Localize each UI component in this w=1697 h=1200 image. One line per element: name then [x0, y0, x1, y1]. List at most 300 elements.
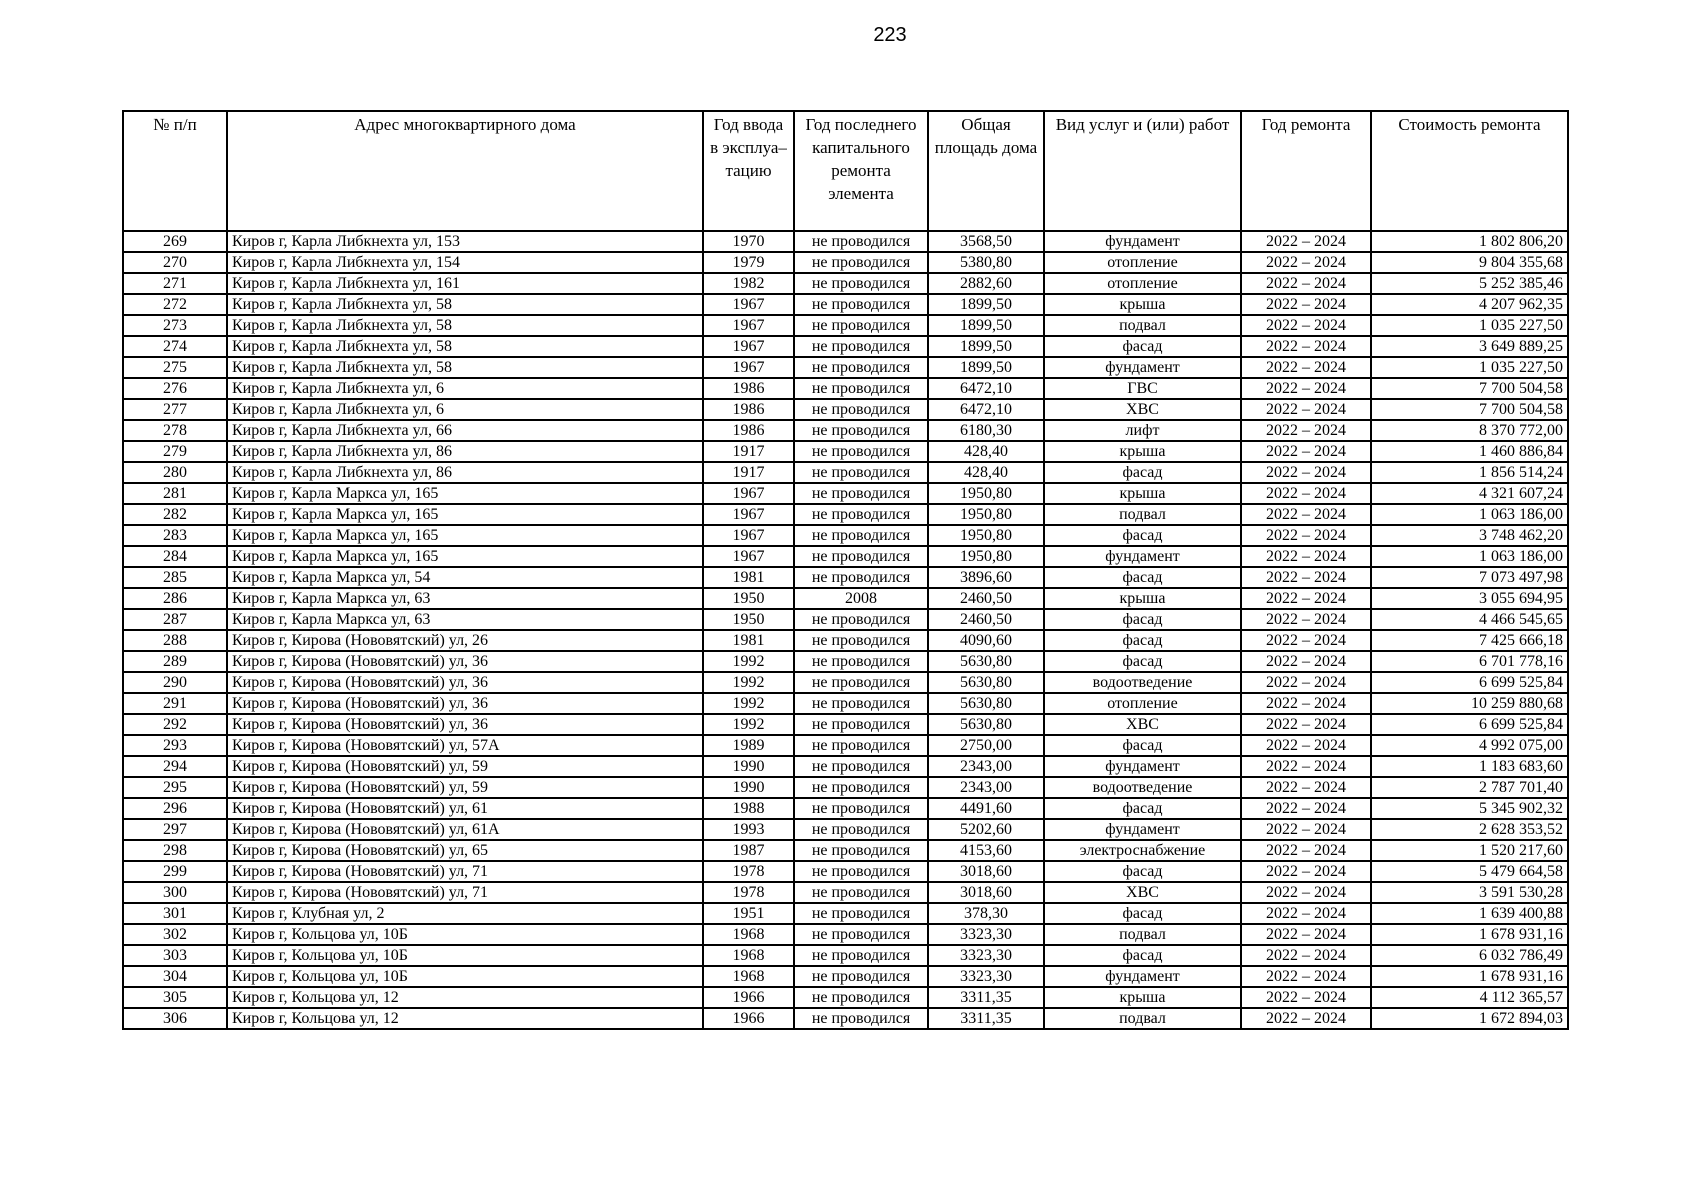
repair-year-cell: 2022 – 2024	[1241, 609, 1371, 630]
total-area-cell: 1899,50	[928, 315, 1044, 336]
total-area-cell: 2882,60	[928, 273, 1044, 294]
work-type-cell: ХВС	[1044, 714, 1241, 735]
total-area-cell: 5630,80	[928, 714, 1044, 735]
commission-year-cell: 1967	[703, 315, 794, 336]
repair-register-table	[122, 110, 1569, 1030]
commission-year-cell: 1993	[703, 819, 794, 840]
header-repair-year: Год ремонта	[1241, 111, 1371, 231]
address-cell: Киров г, Карла Либкнехта ул, 6	[227, 399, 703, 420]
repair-cost-cell: 1 678 931,16	[1371, 966, 1568, 987]
address-cell: Киров г, Карла Либкнехта ул, 58	[227, 357, 703, 378]
table-row	[123, 924, 1568, 945]
row-number-cell: 273	[123, 315, 227, 336]
repair-year-cell: 2022 – 2024	[1241, 798, 1371, 819]
total-area-cell: 378,30	[928, 903, 1044, 924]
last-repair-year-cell: не проводился	[794, 1008, 928, 1029]
address-cell: Киров г, Клубная ул, 2	[227, 903, 703, 924]
row-number-cell: 290	[123, 672, 227, 693]
last-repair-year-cell: не проводился	[794, 315, 928, 336]
address-cell: Киров г, Карла Либкнехта ул, 161	[227, 273, 703, 294]
repair-year-cell: 2022 – 2024	[1241, 693, 1371, 714]
row-number-cell: 279	[123, 441, 227, 462]
commission-year-cell: 1967	[703, 525, 794, 546]
address-cell: Киров г, Карла Либкнехта ул, 58	[227, 336, 703, 357]
commission-year-cell: 1989	[703, 735, 794, 756]
table-row	[123, 693, 1568, 714]
total-area-cell: 3018,60	[928, 861, 1044, 882]
address-cell: Киров г, Кольцова ул, 10Б	[227, 945, 703, 966]
total-area-cell: 5202,60	[928, 819, 1044, 840]
row-number-cell: 306	[123, 1008, 227, 1029]
work-type-cell: фундамент	[1044, 357, 1241, 378]
work-type-cell: фасад	[1044, 903, 1241, 924]
work-type-cell: ХВС	[1044, 399, 1241, 420]
last-repair-year-cell: не проводился	[794, 693, 928, 714]
commission-year-cell: 1917	[703, 441, 794, 462]
commission-year-cell: 1992	[703, 651, 794, 672]
last-repair-year-cell: не проводился	[794, 273, 928, 294]
row-number-cell: 272	[123, 294, 227, 315]
address-cell: Киров г, Кирова (Нововятский) ул, 71	[227, 861, 703, 882]
total-area-cell: 2343,00	[928, 777, 1044, 798]
address-cell: Киров г, Кирова (Нововятский) ул, 65	[227, 840, 703, 861]
address-cell: Киров г, Карла Либкнехта ул, 153	[227, 231, 703, 252]
last-repair-year-cell: не проводился	[794, 882, 928, 903]
table-row	[123, 504, 1568, 525]
repair-cost-cell: 2 628 353,52	[1371, 819, 1568, 840]
repair-cost-cell: 9 804 355,68	[1371, 252, 1568, 273]
work-type-cell: фасад	[1044, 462, 1241, 483]
repair-cost-cell: 5 479 664,58	[1371, 861, 1568, 882]
address-cell: Киров г, Кольцова ул, 12	[227, 1008, 703, 1029]
row-number-cell: 298	[123, 840, 227, 861]
last-repair-year-cell: не проводился	[794, 567, 928, 588]
table-row	[123, 567, 1568, 588]
repair-year-cell: 2022 – 2024	[1241, 903, 1371, 924]
table-row	[123, 609, 1568, 630]
row-number-cell: 291	[123, 693, 227, 714]
row-number-cell: 277	[123, 399, 227, 420]
repair-year-cell: 2022 – 2024	[1241, 315, 1371, 336]
table-row	[123, 819, 1568, 840]
row-number-cell: 285	[123, 567, 227, 588]
last-repair-year-cell: не проводился	[794, 399, 928, 420]
repair-cost-cell: 3 055 694,95	[1371, 588, 1568, 609]
total-area-cell: 6472,10	[928, 378, 1044, 399]
row-number-cell: 284	[123, 546, 227, 567]
address-cell: Киров г, Кирова (Нововятский) ул, 36	[227, 693, 703, 714]
total-area-cell: 3311,35	[928, 987, 1044, 1008]
table-row	[123, 798, 1568, 819]
repair-cost-cell: 2 787 701,40	[1371, 777, 1568, 798]
repair-cost-cell: 5 345 902,32	[1371, 798, 1568, 819]
table-row	[123, 588, 1568, 609]
table-row	[123, 672, 1568, 693]
repair-cost-cell: 4 466 545,65	[1371, 609, 1568, 630]
commission-year-cell: 1917	[703, 462, 794, 483]
commission-year-cell: 1967	[703, 483, 794, 504]
row-number-cell: 283	[123, 525, 227, 546]
total-area-cell: 3323,30	[928, 945, 1044, 966]
row-number-cell: 280	[123, 462, 227, 483]
table-row	[123, 357, 1568, 378]
repair-year-cell: 2022 – 2024	[1241, 462, 1371, 483]
commission-year-cell: 1951	[703, 903, 794, 924]
commission-year-cell: 1967	[703, 546, 794, 567]
table-row	[123, 294, 1568, 315]
table-row	[123, 378, 1568, 399]
commission-year-cell: 1978	[703, 882, 794, 903]
address-cell: Киров г, Кольцова ул, 10Б	[227, 924, 703, 945]
total-area-cell: 6180,30	[928, 420, 1044, 441]
work-type-cell: фасад	[1044, 945, 1241, 966]
address-cell: Киров г, Кольцова ул, 12	[227, 987, 703, 1008]
repair-year-cell: 2022 – 2024	[1241, 525, 1371, 546]
repair-year-cell: 2022 – 2024	[1241, 651, 1371, 672]
work-type-cell: ХВС	[1044, 882, 1241, 903]
work-type-cell: фасад	[1044, 525, 1241, 546]
header-work-type: Вид услуг и (или) работ	[1044, 111, 1241, 231]
repair-year-cell: 2022 – 2024	[1241, 714, 1371, 735]
repair-year-cell: 2022 – 2024	[1241, 441, 1371, 462]
repair-year-cell: 2022 – 2024	[1241, 483, 1371, 504]
repair-cost-cell: 1 063 186,00	[1371, 504, 1568, 525]
total-area-cell: 428,40	[928, 462, 1044, 483]
header-last-repair-year: Год последнего капитального ремонта элемента	[794, 111, 928, 231]
row-number-cell: 304	[123, 966, 227, 987]
address-cell: Киров г, Кирова (Нововятский) ул, 59	[227, 777, 703, 798]
header-address: Адрес многоквартирного дома	[227, 111, 703, 231]
repair-cost-cell: 1 856 514,24	[1371, 462, 1568, 483]
commission-year-cell: 1970	[703, 231, 794, 252]
total-area-cell: 3311,35	[928, 1008, 1044, 1029]
repair-cost-cell: 3 591 530,28	[1371, 882, 1568, 903]
row-number-cell: 299	[123, 861, 227, 882]
commission-year-cell: 1986	[703, 399, 794, 420]
address-cell: Киров г, Карла Либкнехта ул, 154	[227, 252, 703, 273]
commission-year-cell: 1981	[703, 630, 794, 651]
table-row	[123, 462, 1568, 483]
work-type-cell: водоотведение	[1044, 672, 1241, 693]
last-repair-year-cell: не проводился	[794, 819, 928, 840]
last-repair-year-cell: не проводился	[794, 336, 928, 357]
repair-year-cell: 2022 – 2024	[1241, 966, 1371, 987]
work-type-cell: лифт	[1044, 420, 1241, 441]
row-number-cell: 303	[123, 945, 227, 966]
total-area-cell: 5630,80	[928, 672, 1044, 693]
row-number-cell: 301	[123, 903, 227, 924]
address-cell: Киров г, Карла Либкнехта ул, 58	[227, 315, 703, 336]
repair-cost-cell: 1 183 683,60	[1371, 756, 1568, 777]
row-number-cell: 286	[123, 588, 227, 609]
repair-year-cell: 2022 – 2024	[1241, 987, 1371, 1008]
total-area-cell: 4090,60	[928, 630, 1044, 651]
repair-year-cell: 2022 – 2024	[1241, 777, 1371, 798]
table-row	[123, 735, 1568, 756]
last-repair-year-cell: не проводился	[794, 945, 928, 966]
last-repair-year-cell: не проводился	[794, 987, 928, 1008]
last-repair-year-cell: не проводился	[794, 441, 928, 462]
work-type-cell: водоотведение	[1044, 777, 1241, 798]
work-type-cell: подвал	[1044, 924, 1241, 945]
address-cell: Киров г, Карла Маркса ул, 165	[227, 504, 703, 525]
table-row	[123, 882, 1568, 903]
repair-year-cell: 2022 – 2024	[1241, 588, 1371, 609]
repair-year-cell: 2022 – 2024	[1241, 630, 1371, 651]
last-repair-year-cell: не проводился	[794, 231, 928, 252]
header-commission-year: Год ввода в эксплуа–тацию	[703, 111, 794, 231]
total-area-cell: 4153,60	[928, 840, 1044, 861]
table-row	[123, 315, 1568, 336]
commission-year-cell: 1978	[703, 861, 794, 882]
repair-year-cell: 2022 – 2024	[1241, 672, 1371, 693]
work-type-cell: подвал	[1044, 504, 1241, 525]
table-row	[123, 630, 1568, 651]
row-number-cell: 293	[123, 735, 227, 756]
total-area-cell: 2460,50	[928, 588, 1044, 609]
address-cell: Киров г, Кирова (Нововятский) ул, 36	[227, 672, 703, 693]
address-cell: Киров г, Кирова (Нововятский) ул, 36	[227, 651, 703, 672]
repair-cost-cell: 4 112 365,57	[1371, 987, 1568, 1008]
total-area-cell: 5380,80	[928, 252, 1044, 273]
repair-year-cell: 2022 – 2024	[1241, 840, 1371, 861]
repair-cost-cell: 8 370 772,00	[1371, 420, 1568, 441]
work-type-cell: ГВС	[1044, 378, 1241, 399]
row-number-cell: 275	[123, 357, 227, 378]
work-type-cell: фасад	[1044, 336, 1241, 357]
row-number-cell: 305	[123, 987, 227, 1008]
work-type-cell: отопление	[1044, 693, 1241, 714]
last-repair-year-cell: не проводился	[794, 924, 928, 945]
repair-cost-cell: 1 460 886,84	[1371, 441, 1568, 462]
repair-year-cell: 2022 – 2024	[1241, 336, 1371, 357]
last-repair-year-cell: не проводился	[794, 420, 928, 441]
commission-year-cell: 1966	[703, 1008, 794, 1029]
table-row	[123, 1008, 1568, 1029]
commission-year-cell: 1950	[703, 609, 794, 630]
table-row	[123, 546, 1568, 567]
last-repair-year-cell: не проводился	[794, 966, 928, 987]
repair-cost-cell: 6 701 778,16	[1371, 651, 1568, 672]
repair-cost-cell: 7 700 504,58	[1371, 399, 1568, 420]
total-area-cell: 2460,50	[928, 609, 1044, 630]
commission-year-cell: 1986	[703, 420, 794, 441]
repair-year-cell: 2022 – 2024	[1241, 546, 1371, 567]
address-cell: Киров г, Карла Маркса ул, 165	[227, 525, 703, 546]
last-repair-year-cell: не проводился	[794, 798, 928, 819]
commission-year-cell: 1967	[703, 357, 794, 378]
last-repair-year-cell: не проводился	[794, 777, 928, 798]
repair-year-cell: 2022 – 2024	[1241, 357, 1371, 378]
total-area-cell: 3896,60	[928, 567, 1044, 588]
last-repair-year-cell: не проводился	[794, 483, 928, 504]
repair-cost-cell: 1 802 806,20	[1371, 231, 1568, 252]
table-row	[123, 399, 1568, 420]
commission-year-cell: 1967	[703, 504, 794, 525]
work-type-cell: фасад	[1044, 630, 1241, 651]
repair-year-cell: 2022 – 2024	[1241, 735, 1371, 756]
total-area-cell: 5630,80	[928, 693, 1044, 714]
total-area-cell: 1950,80	[928, 546, 1044, 567]
repair-cost-cell: 4 321 607,24	[1371, 483, 1568, 504]
commission-year-cell: 1990	[703, 777, 794, 798]
header-repair-cost: Стоимость ремонта	[1371, 111, 1568, 231]
repair-cost-cell: 7 700 504,58	[1371, 378, 1568, 399]
table-row	[123, 231, 1568, 252]
address-cell: Киров г, Кирова (Нововятский) ул, 36	[227, 714, 703, 735]
repair-cost-cell: 1 678 931,16	[1371, 924, 1568, 945]
work-type-cell: отопление	[1044, 273, 1241, 294]
address-cell: Киров г, Кирова (Нововятский) ул, 71	[227, 882, 703, 903]
work-type-cell: фасад	[1044, 609, 1241, 630]
table-row	[123, 756, 1568, 777]
table-row	[123, 651, 1568, 672]
repair-year-cell: 2022 – 2024	[1241, 756, 1371, 777]
table-row	[123, 441, 1568, 462]
total-area-cell: 3323,30	[928, 966, 1044, 987]
work-type-cell: фасад	[1044, 735, 1241, 756]
commission-year-cell: 1990	[703, 756, 794, 777]
row-number-cell: 270	[123, 252, 227, 273]
table-row	[123, 420, 1568, 441]
work-type-cell: фасад	[1044, 861, 1241, 882]
repair-year-cell: 2022 – 2024	[1241, 882, 1371, 903]
repair-cost-cell: 4 207 962,35	[1371, 294, 1568, 315]
table-body	[123, 231, 1568, 1029]
last-repair-year-cell: не проводился	[794, 630, 928, 651]
last-repair-year-cell: не проводился	[794, 294, 928, 315]
address-cell: Киров г, Кирова (Нововятский) ул, 61	[227, 798, 703, 819]
table-row	[123, 987, 1568, 1008]
last-repair-year-cell: не проводился	[794, 714, 928, 735]
total-area-cell: 2750,00	[928, 735, 1044, 756]
commission-year-cell: 1987	[703, 840, 794, 861]
address-cell: Киров г, Кольцова ул, 10Б	[227, 966, 703, 987]
total-area-cell: 3018,60	[928, 882, 1044, 903]
table-row	[123, 273, 1568, 294]
table-row	[123, 903, 1568, 924]
repair-year-cell: 2022 – 2024	[1241, 945, 1371, 966]
row-number-cell: 294	[123, 756, 227, 777]
row-number-cell: 288	[123, 630, 227, 651]
row-number-cell: 276	[123, 378, 227, 399]
row-number-cell: 292	[123, 714, 227, 735]
commission-year-cell: 1979	[703, 252, 794, 273]
work-type-cell: крыша	[1044, 441, 1241, 462]
commission-year-cell: 1968	[703, 945, 794, 966]
work-type-cell: подвал	[1044, 1008, 1241, 1029]
repair-year-cell: 2022 – 2024	[1241, 420, 1371, 441]
row-number-cell: 281	[123, 483, 227, 504]
last-repair-year-cell: не проводился	[794, 378, 928, 399]
last-repair-year-cell: не проводился	[794, 504, 928, 525]
row-number-cell: 300	[123, 882, 227, 903]
last-repair-year-cell: не проводился	[794, 546, 928, 567]
repair-cost-cell: 1 672 894,03	[1371, 1008, 1568, 1029]
repair-cost-cell: 6 699 525,84	[1371, 714, 1568, 735]
repair-cost-cell: 6 699 525,84	[1371, 672, 1568, 693]
total-area-cell: 6472,10	[928, 399, 1044, 420]
total-area-cell: 3323,30	[928, 924, 1044, 945]
address-cell: Киров г, Кирова (Нововятский) ул, 26	[227, 630, 703, 651]
last-repair-year-cell: не проводился	[794, 651, 928, 672]
last-repair-year-cell: 2008	[794, 588, 928, 609]
last-repair-year-cell: не проводился	[794, 609, 928, 630]
total-area-cell: 1950,80	[928, 483, 1044, 504]
repair-year-cell: 2022 – 2024	[1241, 252, 1371, 273]
repair-cost-cell: 5 252 385,46	[1371, 273, 1568, 294]
repair-cost-cell: 6 032 786,49	[1371, 945, 1568, 966]
work-type-cell: фундамент	[1044, 819, 1241, 840]
repair-year-cell: 2022 – 2024	[1241, 567, 1371, 588]
commission-year-cell: 1988	[703, 798, 794, 819]
repair-cost-cell: 1 035 227,50	[1371, 315, 1568, 336]
repair-year-cell: 2022 – 2024	[1241, 399, 1371, 420]
repair-cost-cell: 10 259 880,68	[1371, 693, 1568, 714]
row-number-cell: 296	[123, 798, 227, 819]
header-total-area: Общая площадь дома	[928, 111, 1044, 231]
last-repair-year-cell: не проводился	[794, 672, 928, 693]
total-area-cell: 5630,80	[928, 651, 1044, 672]
table-row	[123, 840, 1568, 861]
total-area-cell: 1899,50	[928, 294, 1044, 315]
table-row	[123, 483, 1568, 504]
row-number-cell: 274	[123, 336, 227, 357]
address-cell: Киров г, Карла Маркса ул, 63	[227, 609, 703, 630]
address-cell: Киров г, Карла Маркса ул, 54	[227, 567, 703, 588]
repair-year-cell: 2022 – 2024	[1241, 924, 1371, 945]
table-row	[123, 714, 1568, 735]
repair-cost-cell: 1 639 400,88	[1371, 903, 1568, 924]
total-area-cell: 2343,00	[928, 756, 1044, 777]
table-row	[123, 945, 1568, 966]
total-area-cell: 1950,80	[928, 504, 1044, 525]
commission-year-cell: 1966	[703, 987, 794, 1008]
work-type-cell: фундамент	[1044, 966, 1241, 987]
last-repair-year-cell: не проводился	[794, 861, 928, 882]
work-type-cell: фасад	[1044, 567, 1241, 588]
address-cell: Киров г, Кирова (Нововятский) ул, 59	[227, 756, 703, 777]
repair-year-cell: 2022 – 2024	[1241, 378, 1371, 399]
repair-year-cell: 2022 – 2024	[1241, 231, 1371, 252]
repair-year-cell: 2022 – 2024	[1241, 819, 1371, 840]
work-type-cell: фундамент	[1044, 756, 1241, 777]
repair-year-cell: 2022 – 2024	[1241, 861, 1371, 882]
address-cell: Киров г, Карла Маркса ул, 165	[227, 546, 703, 567]
address-cell: Киров г, Кирова (Нововятский) ул, 61А	[227, 819, 703, 840]
last-repair-year-cell: не проводился	[794, 840, 928, 861]
repair-year-cell: 2022 – 2024	[1241, 294, 1371, 315]
last-repair-year-cell: не проводился	[794, 357, 928, 378]
address-cell: Киров г, Карла Маркса ул, 63	[227, 588, 703, 609]
work-type-cell: фундамент	[1044, 546, 1241, 567]
last-repair-year-cell: не проводился	[794, 462, 928, 483]
total-area-cell: 1899,50	[928, 336, 1044, 357]
commission-year-cell: 1992	[703, 672, 794, 693]
commission-year-cell: 1968	[703, 924, 794, 945]
row-number-cell: 271	[123, 273, 227, 294]
last-repair-year-cell: не проводился	[794, 903, 928, 924]
table-row	[123, 966, 1568, 987]
commission-year-cell: 1982	[703, 273, 794, 294]
row-number-cell: 295	[123, 777, 227, 798]
total-area-cell: 428,40	[928, 441, 1044, 462]
work-type-cell: фасад	[1044, 651, 1241, 672]
header-number: № п/п	[123, 111, 227, 231]
row-number-cell: 282	[123, 504, 227, 525]
total-area-cell: 1950,80	[928, 525, 1044, 546]
commission-year-cell: 1986	[703, 378, 794, 399]
